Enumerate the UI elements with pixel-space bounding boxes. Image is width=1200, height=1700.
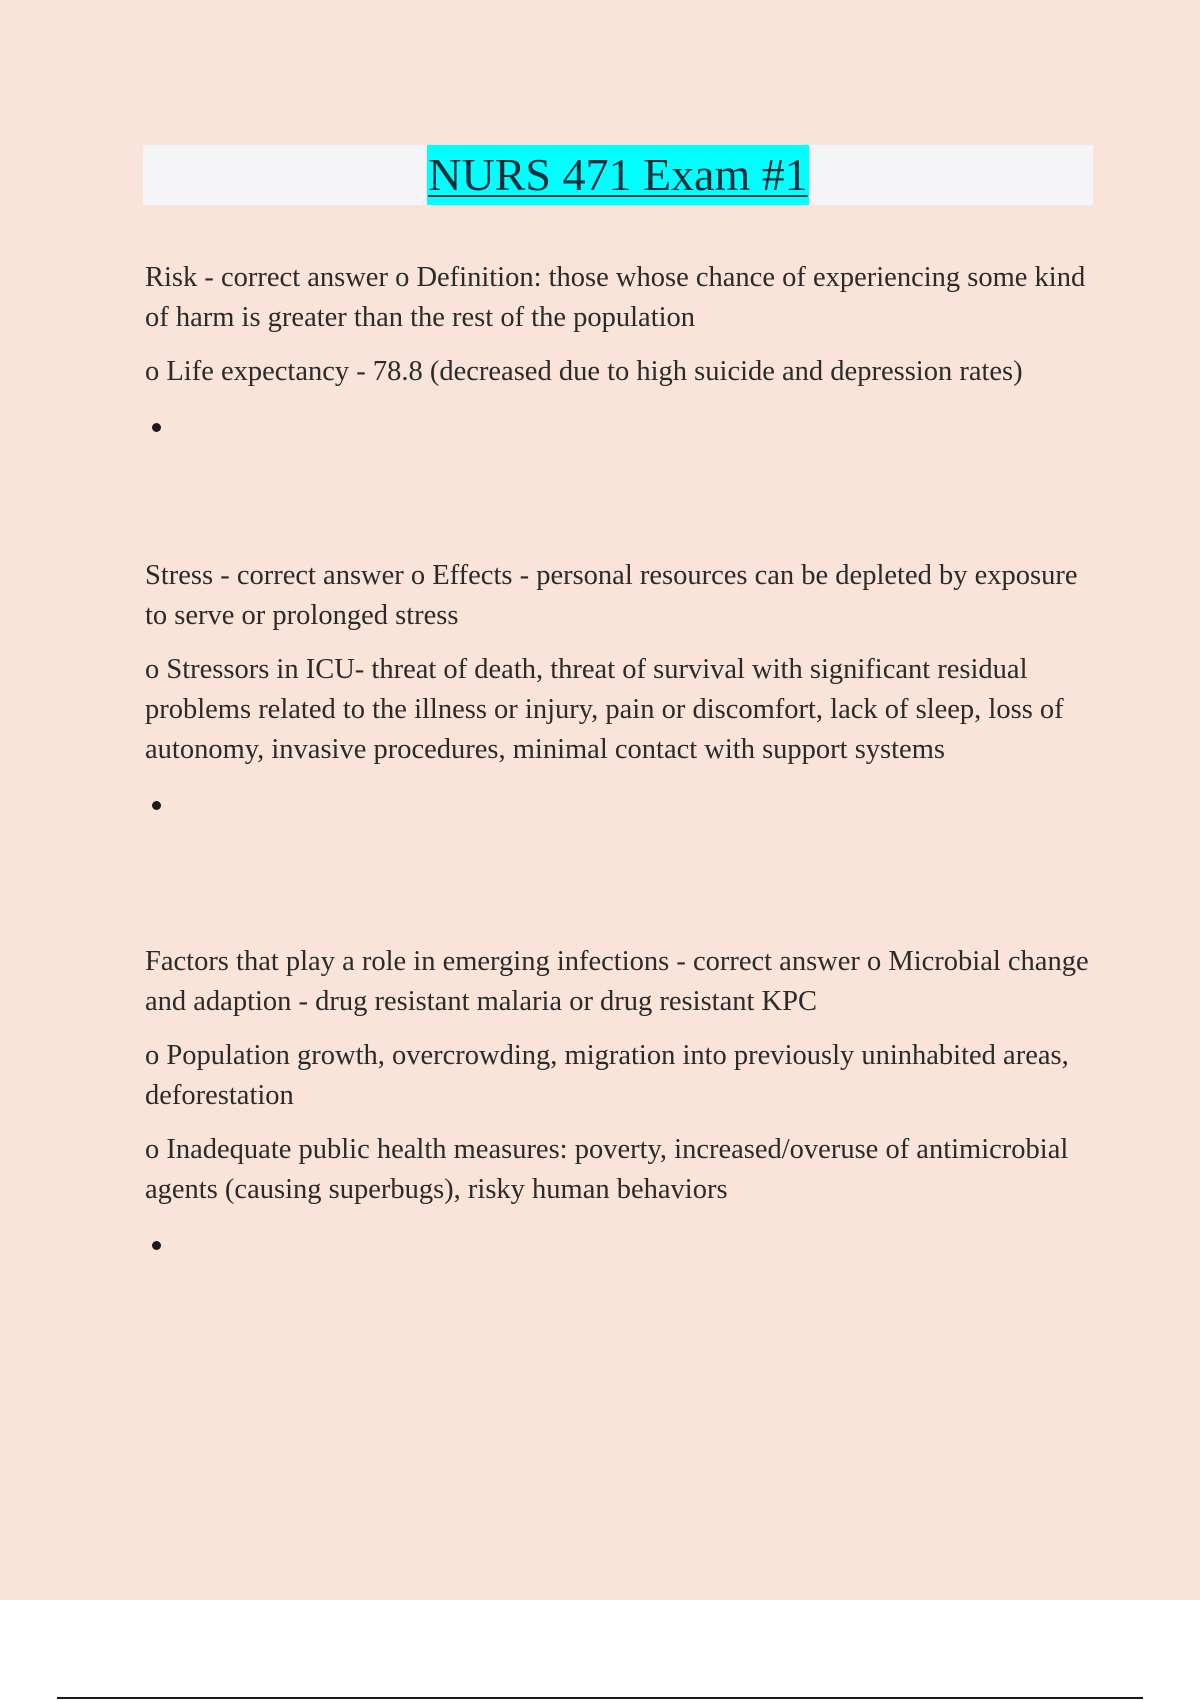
document-body	[145, 258, 1090, 1264]
paragraph: o Inadequate public health measures: poverty, increased/overuse of antimicrobial agents (causing superbugs), risky human behaviors	[145, 1134, 1069, 1205]
footer-divider	[57, 1697, 1143, 1699]
paragraph: Risk - correct answer o Definition: those whose chance of experiencing some kind of harm is greater than the rest of the population	[145, 262, 1086, 333]
paragraph: o Life expectancy - 78.8 (decreased due to high suicide and depression rates)	[145, 356, 1023, 387]
paragraph: o Stressors in ICU- threat of death, threat of survival with significant residual problems related to the illness or injury, pain or discomfort, lack of sleep, loss of autonomy, invasive procedures, minimal contact with support systems	[145, 654, 1064, 765]
section-spacer	[145, 824, 1090, 942]
bullet-dot-icon	[152, 423, 161, 432]
paragraph: Stress - correct answer o Effects - personal resources can be depleted by exposure to serve or prolonged stress	[145, 560, 1078, 631]
bullet-dot-icon	[152, 801, 161, 810]
empty-bullet	[145, 1224, 1090, 1264]
section-risk	[145, 258, 1090, 446]
section-stress	[145, 556, 1090, 824]
paragraph: o Population growth, overcrowding, migration into previously uninhabited areas, deforestation	[145, 1040, 1069, 1111]
empty-bullet	[145, 406, 1090, 446]
bullet-dot-icon	[152, 1241, 161, 1250]
title-band	[143, 145, 1093, 205]
document-title: NURS 471 Exam #1	[427, 145, 809, 205]
section-emerging-infections	[145, 942, 1090, 1264]
paragraph: Factors that play a role in emerging infections - correct answer o Microbial change and adaption - drug resistant malaria or drug resistant KPC	[145, 946, 1089, 1017]
section-spacer	[145, 446, 1090, 556]
empty-bullet	[145, 784, 1090, 824]
